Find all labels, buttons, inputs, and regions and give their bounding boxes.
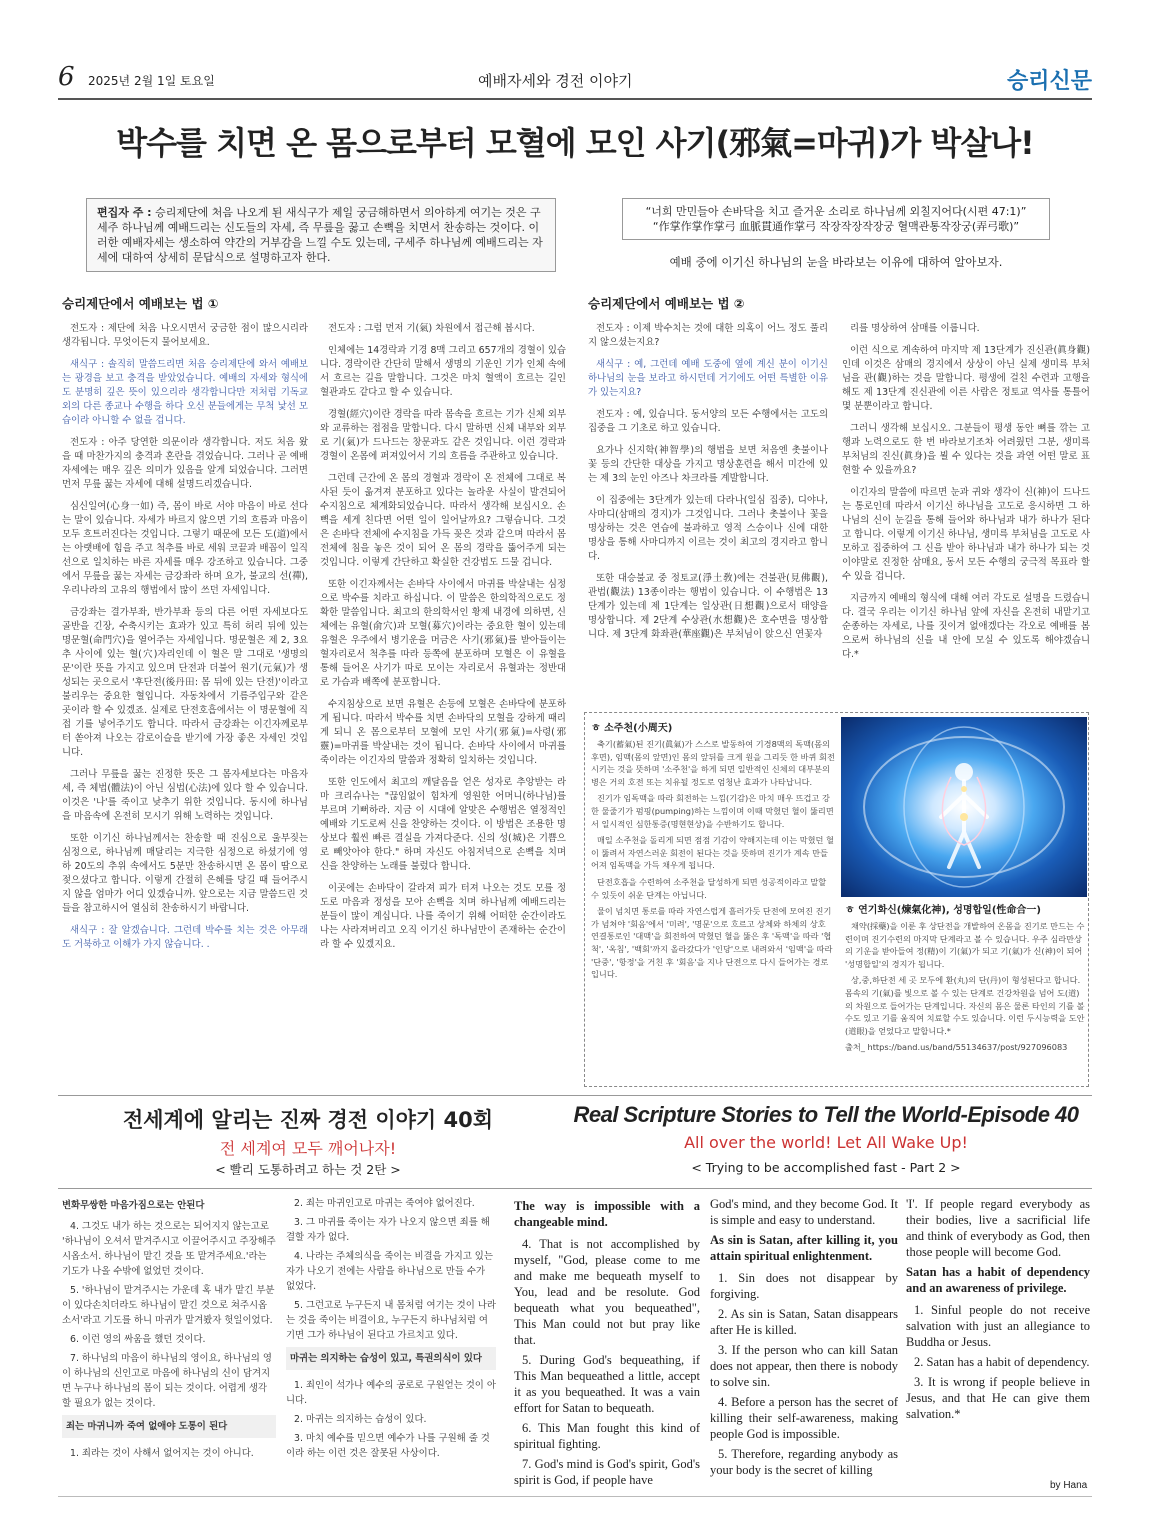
page-header [58,62,1092,98]
scripture-subheading: The way is impossible with a changeable mind. [514,1199,700,1229]
section-divider [58,1095,1092,1096]
scripture-paragraph: 4. 그것도 내가 하는 것으로는 되어지지 않는고로 '하나님이 오셔서 맡겨주시고 이끌어주시고 주장해주시옵소서. 하나님이 맡긴 것을 또 맡겨주세요.'라는 기도가 나올 수밖에 없었던 것이다. [62,1221,276,1277]
bottom-column-3 [514,1196,700,1496]
article-paragraph: 그러나 무릎을 꿇는 진정한 뜻은 그 몸자세보다는 마음자세, 즉 체법(體法)이 아닌 심법(心法)에 있다 할 수 있습니다. 이것은 '나'를 죽이고 낮추기 위한 것입니다. 동시에 하나님을 마음속에 온전히 모시기 위해 노력하는 것입니다. [62,769,308,822]
scripture-paragraph: 5. 그런고로 누구든지 내 몸처럼 여기는 것이 나라는 것을 죽이는 비결이요, 누구든지 하나님처럼 여기면 그가 하나님이 된다고 가르치고 있다. [286,1300,496,1341]
scripture-paragraph: 7. 하나님의 마음이 하나님의 영이요, 하나님의 영이 하나님의 신인고로 마음에 하나님의 신이 담겨지면 누구나 하나님의 몸이 되는 것이다. 어렵게 생각할 필요가 없는 것이다. [62,1353,272,1409]
bottom-divider [58,1188,1092,1189]
scripture-paragraph: 5. Therefore, regarding anybody as your body is the secret of killing [710,1447,898,1477]
scripture-paragraph: 3. It is wrong if people believe in Jesus, and that He can give them salvation.* [906,1375,1090,1421]
sidebar-paragraph: 물이 넘치면 통로를 따라 자연스럽게 흘러가듯 단전에 모여진 진기가 넘쳐야 '회음'에서 '미려', '명문'으로 흐르고 상체와 하체의 상호 연결통로인 '대맥'을 회전하여 막혔던 혈을 뚫은 후 '독맥'을 따라 '협척', '옥침', '백회'까지 올라갔다가 '인당'으로 내려와서 '임맥'을 따라 '단중', '항정'을 거친 후 '회음'을 지나 단전으로 다시 들어가는 경로입니다. [591,906,833,980]
scripture-paragraph: 'I'. If people regard everybody as their bodies, live a sacrificial life and think of everybody as God, then those people will become God. [906,1197,1090,1259]
scripture-paragraph: 3. 마치 예수를 믿으면 예수가 나를 구원해 줄 것이라 하는 이런 것은 잘못된 사상이다. [286,1433,490,1459]
sidebar-body-1 [591,738,835,981]
editor-note [86,198,556,272]
page-number: 6 [58,62,75,92]
sidebar-body-2 [845,920,1085,1037]
bottom-column-4 [710,1196,898,1496]
article-paragraph: 새식구 : 솔직히 말씀드리면 처음 승리제단에 와서 예배보는 광경을 보고 충격을 받았었습니다. 예배의 자세와 형식에도 분명히 깊은 뜻이 있으리라 생각합니다만 저처럼 기독교 외의 다른 종교나 수행을 하다 오신 분들에게는 무척 낯선 모습이라 아니할 수 없을 겁니다. [62,359,308,426]
section-2-title: 승리제단에서 예배보는 법 ② [588,296,745,311]
article-paragraph: 그런데 근간에 온 몸의 경혈과 경락이 온 전체에 그대로 복사된 듯이 옮겨져 분포하고 있다는 놀라운 사실이 발견되어 수지침으로 체계화되었습니다. 따라서 생각해 보십시오. 손뼉을 세게 친다면 어떤 일이 일어날까요? 그렇습니다. 그것은 손바닥 전체에 수지침을 가득 꽂은 것과 같으며 따라서 몸 전체에 침을 놓은 것이 되어 온 몸의 경락을 뚫어주게 되는 것입니다. 이렇게 간단하고 확실한 건강법도 드물 겁니다. [320,473,566,568]
scripture-paragraph: 4. Before a person has the secret of killing their self-awareness, making people God is impossible. [710,1395,898,1441]
sidebar-paragraph: 매일 소주천을 돌리게 되면 점점 기감이 약해지는데 이는 막혔던 혈이 뚫려서 자연스러운 회전이 된다는 것을 뜻하며 진기가 계속 만들어져 임독맥을 가득 채우게 됩니다. [591,835,834,871]
editor-note-label: 편집자 주 : [97,206,152,219]
article-paragraph: 지금까지 예배의 형식에 대해 여러 각도로 설명을 드렸습니다. 결국 우리는 이기신 하나님 앞에 자신을 온전히 내맡기고 순종하는 자세로, 나를 짓이겨 없애겠다는 각오로 예배를 봄으로써 하나님의 신을 내 안에 모실 수 있도록 해야겠습니다.* [842,593,1090,660]
scripture-subheading: 마귀는 의지하는 습성이 있고, 특권의식이 있다 [286,1347,496,1370]
bottom-subtitle-korean: 전 세계여 모두 깨어나자! [219,1139,397,1158]
scripture-quote-box [622,198,1050,240]
sidebar-paragraph: 단전호흡을 수련하여 소주천을 달성하게 되면 성공적이라고 말할 수 있듯이 쉬운 단계는 아닙니다. [591,876,827,900]
scripture-paragraph: 7. God's mind is God's spirit, God's spirit is God, if people have [514,1457,700,1487]
article-paragraph: 리를 명상하여 삼매를 이룹니다. [850,323,980,334]
article-paragraph: 이런 식으로 계속하여 마지막 제 13단계가 진신관(眞身觀)인데 이것은 삼매의 경지에서 상상이 아닌 실제 생미륵 부처님을 관(觀)하는 것을 말합니다. 평생에 걸친 수련과 고행을 해도 제 13단계 진신관에 이른 사람은 정토교 역사를 통틀어 몇 분뿐이라고 합니다. [842,345,1090,412]
sidebar-heading-1: ㅎ 소주천(小周天) [591,723,673,734]
energy-body-illustration [841,717,1087,897]
article-paragraph: 전도자 : 제단에 처음 나오시면서 궁금한 점이 많으시리라 생각됩니다. 무엇이든지 물어보세요. [62,323,308,348]
article-column-3 [588,322,828,706]
article-paragraph: 심신일여(心身一如) 즉, 몸이 바로 서야 마음이 바로 선다는 말이 있습니다. 자세가 바르지 않으면 기의 흐름과 마음이 모두 흐트러진다는 것입니다. 그렇기 때문에 모든 도(道)에서는 아랫배에 힘을 주고 척추를 바로 세워 코끝과 배꼽이 일직선으로 일치하는 바른 자세를 매우 강조하고 있습니다. 그중에서 무릎을 꿇는 자세는 금강좌라 하며 요가, 불교의 선(禪), 우리나라의 고유의 행법에서 많이 쓰던 자세입니다. [62,501,308,596]
quote-line-1: “너희 만민들아 손바닥을 치고 즐거운 소리로 하나님께 외칠지어다(시편 47:1)” [645,205,1027,218]
sidebar-source: 출처_ https://band.us/band/55134637/post/927096083 [845,1042,1068,1053]
scripture-paragraph: 2. As sin is Satan, Satan disappears after He is killed. [710,1307,898,1337]
article-paragraph: 또한 이긴자께서는 손바닥 사이에서 마귀를 박살내는 심정으로 박수를 치라고 하십니다. 이 말씀은 한의학적으로도 정확한 말씀입니다. 최고의 한의학서인 황제 내경에 의하면, 신체에는 유혈(俞穴)과 모혈(募穴)이라는 중요한 혈이 있는데 유혈은 우주에서 병기운을 머금은 사기(邪氣)를 받아들이는 혈자리로서 척추를 따라 등쪽에 분포하며 모혈은 이 유혈을 통해 들어온 사기가 따로 모이는 자리로서 유혈과는 정반대로 가슴과 배쪽에 분포합니다. [320,579,566,688]
bottom-column-1 [62,1196,276,1496]
editor-note-text: 승리제단에 처음 나오게 된 새식구가 제일 궁금해하면서 의아하게 여기는 것은 구세주 하나님께 예배드리는 신도들의 자세, 즉 무릎을 꿇고 손뼉을 치면서 찬송하는 것이다. 이러한 예배자세는 생소하여 약간의 거부감을 느낄 수도 있는데, 구세주 하나님께 예배드리는 자세에 대하여 상세히 문답식으로 설명하고자 한다. [97,206,543,264]
section-1-title: 승리제단에서 예배보는 법 ① [62,296,219,311]
article-paragraph: 이긴자의 말씀에 따르면 눈과 귀와 생각이 신(神)이 드나드는 통로인데 따라서 이기신 하나님을 고도로 응시하면 그 하나님의 신이 눈길을 통해 들어와 하나님과 내가 하나가 된다고 합니다. 이렇게 이기신 하나님, 생미륵 부처님을 고도로 사모하고 집중하여 그 신을 받아 하나님과 내가 하나가 되는 것이야말로 진정한 삼매요, 동서 모든 수행의 궁극적 목표라 할 수 있을 겁니다. [842,487,1090,582]
article-paragraph: 전도자 : 아주 당연한 의문이라 생각합니다. 저도 처음 왔을 때 마찬가지의 충격과 혼란을 겪었습니다. 그러나 곧 예배 자세에는 매우 깊은 의미가 있음을 알게 되었습니다. 그러면 먼저 무릎 꿇는 자세에 대해 설명드리겠습니다. [62,437,308,490]
scripture-paragraph: God's mind, and they become God. It is simple and easy to understand. [710,1197,898,1227]
issue-date: 2025년 2월 1일 토요일 [88,74,215,88]
byline: by Hana [1050,1480,1088,1491]
quote-caption: 예배 중에 이기신 하나님의 눈을 바라보는 이유에 대하여 알아보자. [669,255,1003,269]
bottom-part-english: < Trying to be accomplished fast - Part 2 > [691,1160,961,1175]
article-column-4 [842,322,1090,706]
bottom-title-english: Real Scripture Stories to Tell the World-Episode 40 [573,1102,1079,1127]
scripture-paragraph: 6. This Man fought this kind of spiritual fighting. [514,1421,700,1451]
article-paragraph: 요가나 신지학(神智學)의 행법을 보면 처음엔 촛불이나 꽃 등의 간단한 대상을 가지고 명상훈련을 해서 미간에 있는 제 3의 눈인 아즈나 차크라를 계발합니다. [588,445,828,484]
section-title: 예배자세와 경전 이야기 [478,72,633,90]
scripture-paragraph: 1. Sin does not disappear by forgiving. [710,1271,898,1301]
article-paragraph: 전도자 : 그럼 먼저 기(氣) 차원에서 접근해 봅시다. [328,323,535,334]
scripture-subheading: Satan has a habit of dependency and an awareness of privilege. [906,1265,1090,1295]
footer-divider [58,1496,1092,1497]
quote-line-2: “作掌作掌作掌弓 血脈貫通作掌弓 작장작장작장궁 혈맥관통작장궁(弄弓歌)” [652,220,1020,233]
article-paragraph: 인체에는 14경락과 기경 8맥 그리고 657개의 경혈이 있습니다. 경락이란 간단히 말해서 생명의 기운인 기가 인체 속에서 흐르는 길을 말합니다. 그것은 마치 혈액이 흐르는 길인 혈관과도 같다고 할 수 있습니다. [320,345,566,398]
article-paragraph: 전도자 : 이제 박수치는 것에 대한 의혹이 어느 정도 풀리지 않으셨는지요? [588,323,828,348]
bottom-column-2 [286,1196,496,1496]
scripture-paragraph: 1. 죄인이 석가나 예수의 공로로 구원얻는 것이 아니다. [286,1380,496,1406]
bottom-part-korean: < 빨리 도통하려고 하는 것 2탄 > [215,1162,401,1177]
article-paragraph: 이 집중에는 3단계가 있는데 다라나(일심 집중), 디야나, 사마디(삼매의 경지)가 그것입니다. 그러나 촛불이나 꽃을 명상하는 것은 연습에 불과하고 영적 스승이나 신에 대한 명상을 통해 사마디까지 이르는 것이 최고의 경지라고 합니다. [588,495,828,562]
scripture-subheading: As sin is Satan, after killing it, you attain spiritual enlightenment. [710,1233,898,1263]
sidebar-paragraph: 상,중,하단전 세 곳 모두에 환(丸)의 단(丹)이 형성된다고 합니다. 몸속의 기(氣)를 빛으로 볼 수 있는 단계로 건강차원을 넘어 도(道)의 차원으로 들어가는 단계입니다. 자신의 몸은 물론 타인의 기를 볼 수도 있고 기를 움직여 치료할 수도 있습니다. 이런 두시능력을 도안(道眼)을 얻었다고 말합니다.* [845,975,1085,1036]
bottom-column-5 [906,1196,1090,1476]
article-paragraph: 전도자 : 예, 있습니다. 동서양의 모든 수행에서는 고도의 집중을 그 기초로 하고 있습니다. [588,409,828,434]
article-paragraph: 또한 인도에서 최고의 깨달음을 얻은 성자로 추앙받는 라마 크리슈나는 "끊임없이 힘차게 영원한 어머니(하나님)를 부르며 기뻐하라. 지금 이 시대에 알맞은 수행법은 열정적인 예배와 기도로써 신을 찬양하는 것이다. 이 방법은 조용한 명상보다 훨씬 빠른 결실을 가져다준다. 신의 성(城)은 기쁨으로 빼앗아야 한다." 하며 자신도 아침저녁으로 손뼉을 치며 신을 찬양하는 노래를 불렀다 합니다. [320,777,566,872]
scripture-paragraph: 3. If the person who can kill Satan does not appear, then there is nobody to solve sin. [710,1343,898,1389]
sidebar-box [584,712,1089,1087]
bottom-subtitle-english: All over the world! Let All Wake Up! [684,1133,968,1152]
scripture-paragraph: 4. 나라는 주체의식을 죽이는 비결을 가지고 있는 자가 나오기 전에는 사람을 하나님으로 만들 수가 없었다. [286,1251,493,1292]
article-paragraph: 금강좌는 결가부좌, 반가부좌 등의 다른 어떤 자세보다도 골반을 긴장, 수축시키는 효과가 있고 특히 허리 뒤에 있는 명문혈(命門穴)을 열어주는 자세입니다. 명문혈은 제 2, 3요추 사이에 있는 혈(穴)자리인데 이 혈은 말 그대로 '생명의 문'이란 뜻을 가지고 있으며 단전과 더불어 원기(元氣)가 생성되는 곳으로서 '후단전(後丹田: 몸 뒤에 있는 단전)'이라고 불리우는 중요한 혈입니다. 자동차에서 기름주입구와 같은 곳이라 할 수 있겠죠. 실제로 단전호흡에서는 이 명문혈에 직접 기를 넣어주기도 합니다. 따라서 금강좌는 이긴자께로부터 쏟아져 나오는 감로이슬을 받기에 가장 좋은 자세인 것입니다. [62,607,308,758]
scripture-paragraph: 2. 죄는 마귀인고로 마귀는 죽여야 없어진다. [294,1198,475,1209]
article-paragraph: 또한 이기신 하나님께서는 찬송할 때 진심으로 울부짖는 심정으로, 하나님께 매달리는 지극한 심정으로 하셨기에 영하 20도의 추위 속에서도 5분만 찬송하시면 온 몸이 땀으로 젖으셨다고 합니다. 이렇게 간절히 은혜를 당길 때 들어주시지 않을 엄마가 어디 있겠습니까. 앞으로는 지금 말씀드린 것들을 참고하시어 열심히 찬송하시기 바랍니다. [62,833,308,914]
article-paragraph: 또한 대승불교 중 정토교(淨土敎)에는 견불관(見佛觀), 관법(觀法) 13종이라는 행법이 있습니다. 이 수행법은 13단계가 있는데 제 1단계는 일상관(日想觀)으로서 태양을 명상합니다. 제 2단계 수상관(水想觀)은 호수면을 명상합니다. 제 3단계 화좌관(華座觀)은 부처님이 앉으신 연꽃자 [588,573,828,640]
sidebar-paragraph: 축기(蓄氣)된 진기(眞氣)가 스스로 발동하여 기경8맥의 독맥(몸의 후면), 임맥(몸의 앞면)인 몸의 앞뒤를 크게 원을 그리듯 한 바퀴 회전시키는 것을 뜻하며 '소주천'을 하게 되면 일반적인 신체의 대부분의 병은 거의 호전 또는 치유될 정도로 엄청난 효과가 나타납니다. [591,739,835,787]
scripture-subheading: 변화무쌍한 마음가짐으로는 안된다 [62,1200,205,1211]
scripture-subheading: 죄는 마귀니까 죽여 없애야 도통이 된다 [62,1415,276,1438]
article-paragraph: 수지침상으로 보면 유혈은 손등에 모혈은 손바닥에 분포하게 됩니다. 따라서 박수를 치면 손바닥의 모혈을 강하게 때리게 되니 온 몸으로부터 모혈에 모인 사기(邪氣)=사령(邪靈)=마귀를 박살내는 것이 됩니다. 손바닥 사이에서 마귀를 죽이라는 이긴자의 말씀과 정확히 일치하는 것입니다. [320,699,566,766]
article-paragraph: 이곳에는 손바닥이 갈라져 피가 터져 나오는 것도 모를 정도로 마음과 정성을 모아 손뼉을 치며 하나님께 예배드리는 분들이 많이 계십니다. 나를 죽이기 위해 어떠한 순간이라도 나는 사라져버리고 오직 이기신 하나님만이 존재하는 순간이라 할 수 있겠지요. [320,883,566,950]
bottom-title-korean: 전세계에 알리는 진짜 경전 이야기 40회 [122,1108,494,1132]
main-headline: 박수를 치면 온 몸으로부터 모혈에 모인 사기(邪氣=마귀)가 박살나! [116,124,1034,162]
scripture-paragraph: 2. Satan has a habit of dependency. [914,1355,1090,1369]
newspaper-brand: 승리신문 [1006,69,1092,94]
article-paragraph: 새식구 : 잘 알겠습니다. 그런데 박수를 치는 것은 아무래도 거북하고 이해가 가지 않습니다. . [62,925,308,950]
scripture-paragraph: 1. Sinful people do not receive salvation with just an allegiance to Buddha or Jesus. [906,1303,1090,1349]
scripture-paragraph: 4. That is not accomplished by myself, "God, please come to me and make me bequeath myself to You, lead and be resolute. God bequeath what you bequeathed", This Man could not but pray like that. [514,1237,700,1347]
sidebar-text-right [845,901,1085,1084]
article-column-1 [62,322,308,1092]
scripture-paragraph: 3. 그 마귀를 죽이는 자가 나오지 않으면 죄를 해결할 자가 없다. [286,1217,490,1243]
article-paragraph: 그러니 생각해 보십시오. 그분들이 평생 동안 뼈를 깎는 고행과 노력으로도 한 번 바라보기조차 어려웠던 그분, 생미륵 부처님의 진신(眞身)을 뵐 수 있다는 것을 과연 어떤 말로 표현할 수 있을까요? [842,423,1090,476]
article-paragraph: 새식구 : 예, 그런데 예배 도중에 옆에 계신 분이 이기신 하나님의 눈을 보라고 하시던데 거기에도 어떤 특별한 이유가 있는지요? [588,359,828,398]
article-column-2 [320,322,566,1092]
sidebar-heading-2: ㅎ 연기화신(煉氣化神), 성명합일(性命合一) [845,905,1041,916]
sidebar-paragraph: 채약(採藥)을 이룬 후 상단전을 개발하여 온몸을 진기로 만드는 수련이며 진기수련의 마지막 단계라고 볼 수 있습니다. 우주 심라만상의 기운을 받아들여 정(精)이 기(氣)가 되고 기(氣)가 신(神)이 되어 '성명합일'의 경지가 됩니다. [845,921,1085,969]
scripture-paragraph: 5. '하나님이 맡겨주시는 가운데 혹 내가 맡긴 부분이 있다손치더라도 하나님이 맡긴 것으로 쳐주시옵소서'라고 기도를 하니 마귀가 맡겨봤자 헛일이었다. [62,1285,275,1326]
header-divider [58,98,1092,100]
scripture-paragraph: 6. 이런 영의 싸움을 했던 것이다. [70,1334,206,1345]
scripture-paragraph: 5. During God's bequeathing, if This Man bequeathed a little, accept it as you bequeathed. It was a vain effort for Satan to bequeath. [514,1353,700,1415]
scripture-paragraph: 2. 마귀는 의지하는 습성이 있다. [294,1414,427,1425]
energy-figure-icon [841,717,1087,897]
sidebar-text-left [591,719,835,1084]
article-paragraph: 경혈(經穴)이란 경락을 따라 몸속을 흐르는 기가 신체 외부와 교류하는 접점을 말합니다. 다시 말하면 신체 내부와 외부로 기(氣)가 드나드는 창문과도 같은 것입니다. 이런 경락과 경혈이 온몸에 퍼져있어서 기의 흐름을 주관하고 있습니다. [320,409,566,462]
sidebar-paragraph: 진기가 임독맥을 따라 회전하는 느낌(기감)은 마치 매우 뜨겁고 강한 물줄기가 펌핑(pumping)하는 느낌이며 이때 막혔던 혈이 뚫리면서 일시적인 심한통증(명현현상)을 수반하기도 합니다. [591,793,834,829]
scripture-paragraph: 1. 죄라는 것이 사해서 없어지는 것이 아니다. [70,1448,254,1459]
